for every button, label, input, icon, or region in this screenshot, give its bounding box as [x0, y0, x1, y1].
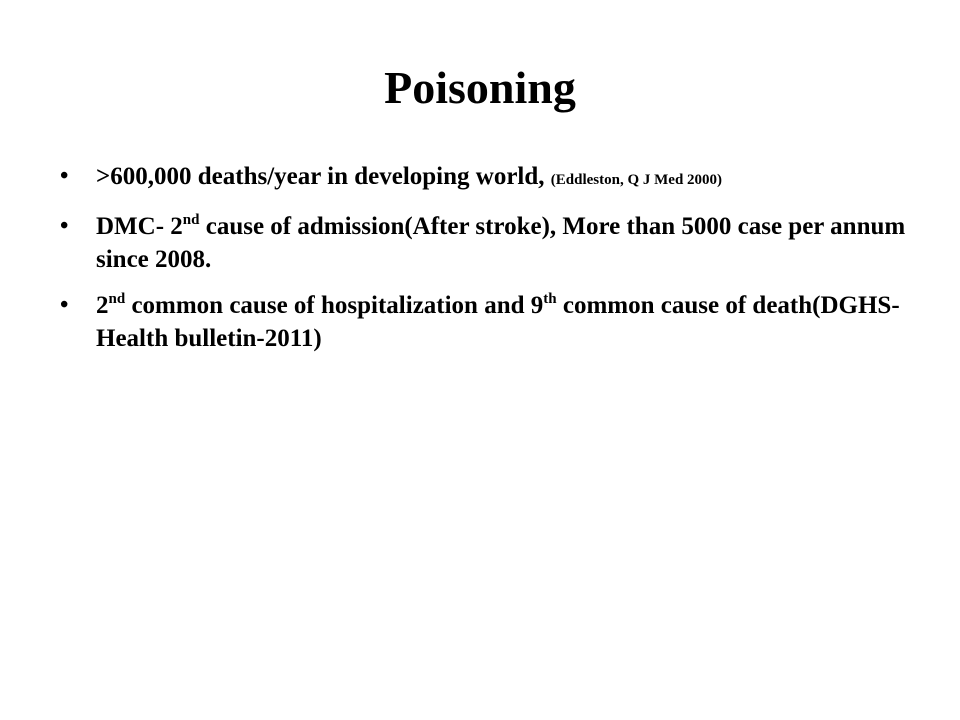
bullet-glyph: • — [60, 213, 69, 239]
bullet-glyph: • — [60, 292, 69, 318]
bullet-item-hospitalization — [60, 289, 920, 355]
slide-title: Poisoning — [384, 62, 576, 113]
bullet-text: 2 — [96, 292, 109, 319]
bullet-glyph: • — [60, 163, 69, 189]
ordinal-suffix: nd — [182, 212, 200, 228]
bullet-list — [60, 160, 920, 368]
ordinal-suffix: th — [543, 291, 557, 307]
bullet-text: >600,000 deaths/year in developing world, — [96, 163, 551, 190]
bullet-item-dmc — [60, 210, 920, 276]
bullet-text-continued: cause of admission(After stroke), More than 5000 case per annum since 2008. — [96, 213, 906, 273]
bullet-text: DMC- 2 — [96, 213, 183, 240]
ordinal-suffix: nd — [108, 291, 126, 307]
bullet-text-end: common cause of death(DGHS-Health bulletin-2011) — [96, 292, 900, 352]
bullet-item-deaths — [60, 160, 920, 197]
citation: (Eddleston, Q J Med 2000) — [550, 172, 723, 188]
bullet-text-continued: common cause of hospitalization and 9 — [125, 292, 544, 319]
